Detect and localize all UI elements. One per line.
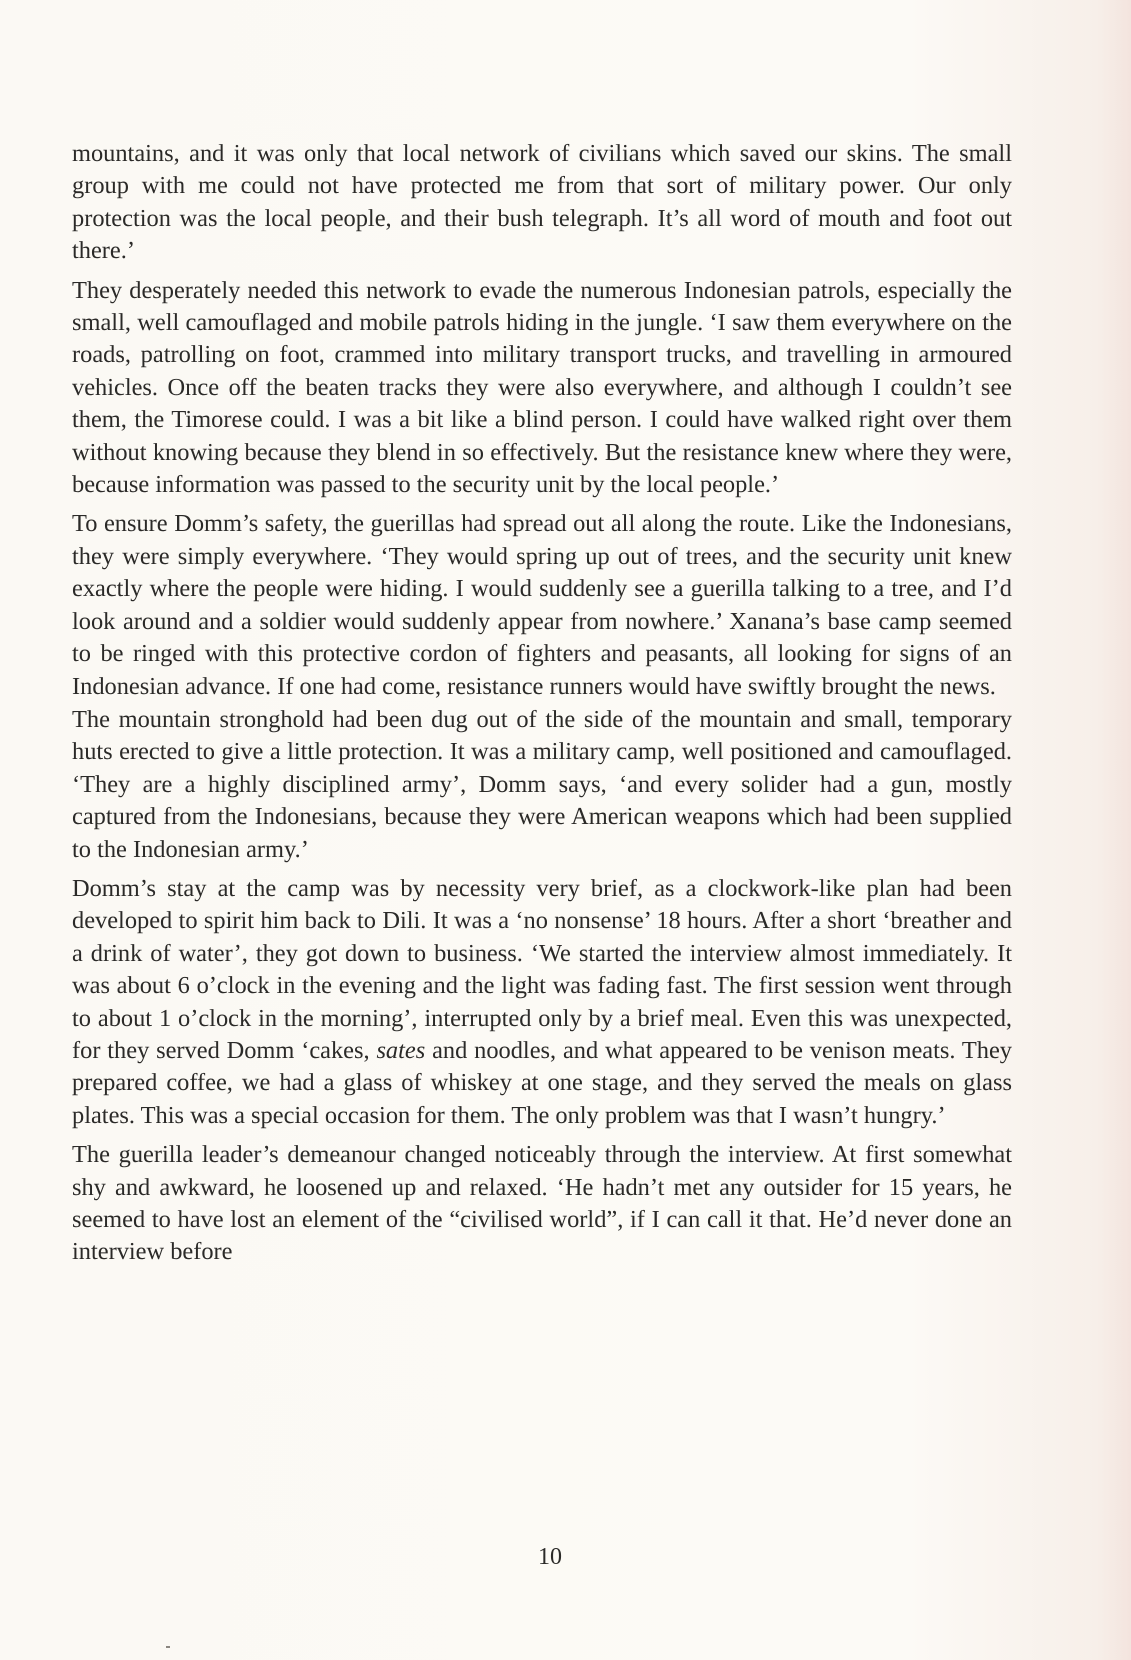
paragraph-4: The mountain stronghold had been dug out of the side of the mountain and small, temporary huts erected to give a little protection. It was a military camp, well positioned and camouflaged. ‘They are a highly disciplined army’, Domm says, ‘and every solider had a gun, mostly captured from the Indonesians, because they were American weapons which had been supplied to the Indonesian army.’: [72, 705, 1012, 863]
paragraph-6: The guerilla leader’s demeanour changed noticeably through the interview. At first somewhat shy and awkward, he loosened up and relaxed. ‘He hadn’t met any outsider for 15 years, he seemed to have lost an element of the “civilised world”, if I can call it that. He’d never done an interview before: [72, 1141, 1012, 1266]
body-text: [72, 138, 1012, 1276]
paragraph-2: They desperately needed this network to evade the numerous Indonesian patrols, especially the small, well camouflaged and mobile patrols hiding in the jungle. ‘I saw them everywhere on the roads, patrolling on foot, crammed into military transport trucks, and travelling in armoured vehicles. Once off the beaten tracks they were also everywhere, and although I couldn’t see them, the Timorese could. I was a bit like a blind person. I could have walked right over them without knowing because they blend in so effectively. But the resistance knew where they were, because information was passed to the security unit by the local people.’: [72, 276, 1012, 499]
paragraph-5: [72, 873, 1012, 1132]
italic-word-sates: sates: [376, 1036, 426, 1064]
paragraph-1: mountains, and it was only that local network of civilians which saved our skins. The small group with me could not have protected me from that sort of military power. Our only protection was the local people, and their bush telegraph. It’s all word of mouth and foot out there.’: [72, 140, 1012, 265]
paragraph-3: To ensure Domm’s safety, the guerillas had spread out all along the route. Like the Indonesians, they were simply everywhere. ‘They would spring up out of trees, and the security unit knew exactly where the people were hiding. I would suddenly see a guerilla talking to a tree, and I’d look around and a soldier would suddenly appear from nowhere.’ Xanana’s base camp seemed to be ringed with this protective cordon of fighters and peasants, all looking for signs of an Indonesian advance. If one had come, resistance runners would have swiftly brought the news.: [72, 510, 1012, 700]
paragraph-5-part-2: and noodles, and what appeared to be venison meats. They prepared coffee, we had a glass of whiskey at one stage, and they served the meals on glass plates. This was a special occasion for them. The only problem was that I wasn’t hungry.’: [72, 1036, 1012, 1129]
page-number: 10: [538, 1544, 562, 1570]
paragraph-5-part-1: Domm’s stay at the camp was by necessity very brief, as a clockwork-like plan had been developed to spirit him back to Dili. It was a ‘no nonsense’ 18 hours. After a short ‘breather and a drink of water’, they got down to business. ‘We started the interview almost immediately. It was about 6 o’clock in the evening and the light was fading fast. The first session went through to about 1 o’clock in the morning’, interrupted only by a brief meal. Even this was unexpected, for they served Domm ‘cakes,: [72, 874, 1012, 1064]
stray-mark: [166, 1646, 170, 1648]
